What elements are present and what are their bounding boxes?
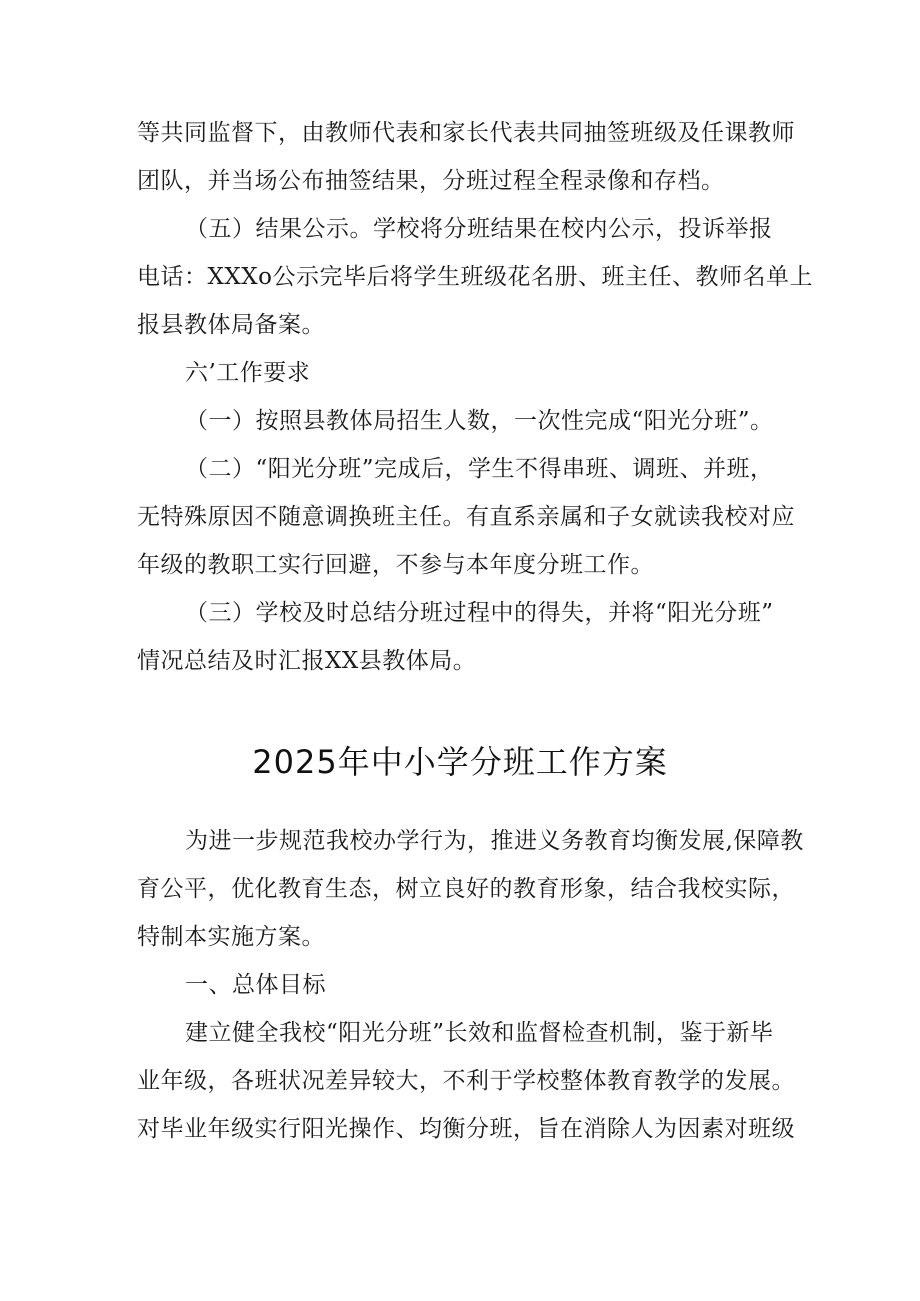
paragraph-line: 等共同监督下，由教师代表和家长代表共同抽签班级及任课教师 — [137, 120, 795, 146]
document-title: 2025年中小学分班工作方案 — [252, 743, 668, 781]
paragraph-line: 建立健全我校“阳光分班”长效和监督检查机制，鉴于新毕 — [185, 1020, 774, 1046]
section-heading: 六’工作要求 — [185, 360, 311, 386]
paragraph-line: 年级的教职工实行回避，不参与本年度分班工作。 — [137, 552, 654, 578]
paragraph-line: 情况总结及时汇报XX县教体局。 — [137, 648, 477, 674]
paragraph-line: 业年级，各班状况差异较大，不利于学校整体教育教学的发展。 — [137, 1068, 795, 1094]
paragraph-line: （三）学校及时总结分班过程中的得失，并将“阳光分班” — [185, 600, 774, 626]
paragraph-line: 电话：XXXo公示完毕后将学生班级花名册、班主任、教师名单上 — [137, 264, 813, 290]
paragraph-line: （一）按照县教体局招生人数，一次性完成“阳光分班”。 — [185, 408, 774, 434]
paragraph-line: 特制本实施方案。 — [137, 924, 325, 950]
paragraph-line: 育公平，优化教育生态，树立良好的教育形象，结合我校实际， — [137, 876, 795, 902]
paragraph-line: （二）“阳光分班”完成后，学生不得串班、调班、并班， — [185, 456, 774, 482]
section-heading: 一、总体目标 — [185, 972, 326, 998]
paragraph-line: （五）结果公示。学校将分班结果在校内公示，投诉举报 — [185, 216, 773, 242]
paragraph-line: 无特殊原因不随意调换班主任。有直系亲属和子女就读我校对应 — [137, 504, 795, 530]
paragraph-line: 对毕业年级实行阳光操作、均衡分班，旨在消除人为因素对班级 — [137, 1116, 795, 1142]
paragraph-line: 报县教体局备案。 — [137, 312, 325, 338]
paragraph-line: 团队，并当场公布抽签结果，分班过程全程录像和存档。 — [137, 168, 725, 194]
paragraph-line: 为进一步规范我校办学行为，推进义务教育均衡发展,保障教 — [185, 828, 804, 854]
